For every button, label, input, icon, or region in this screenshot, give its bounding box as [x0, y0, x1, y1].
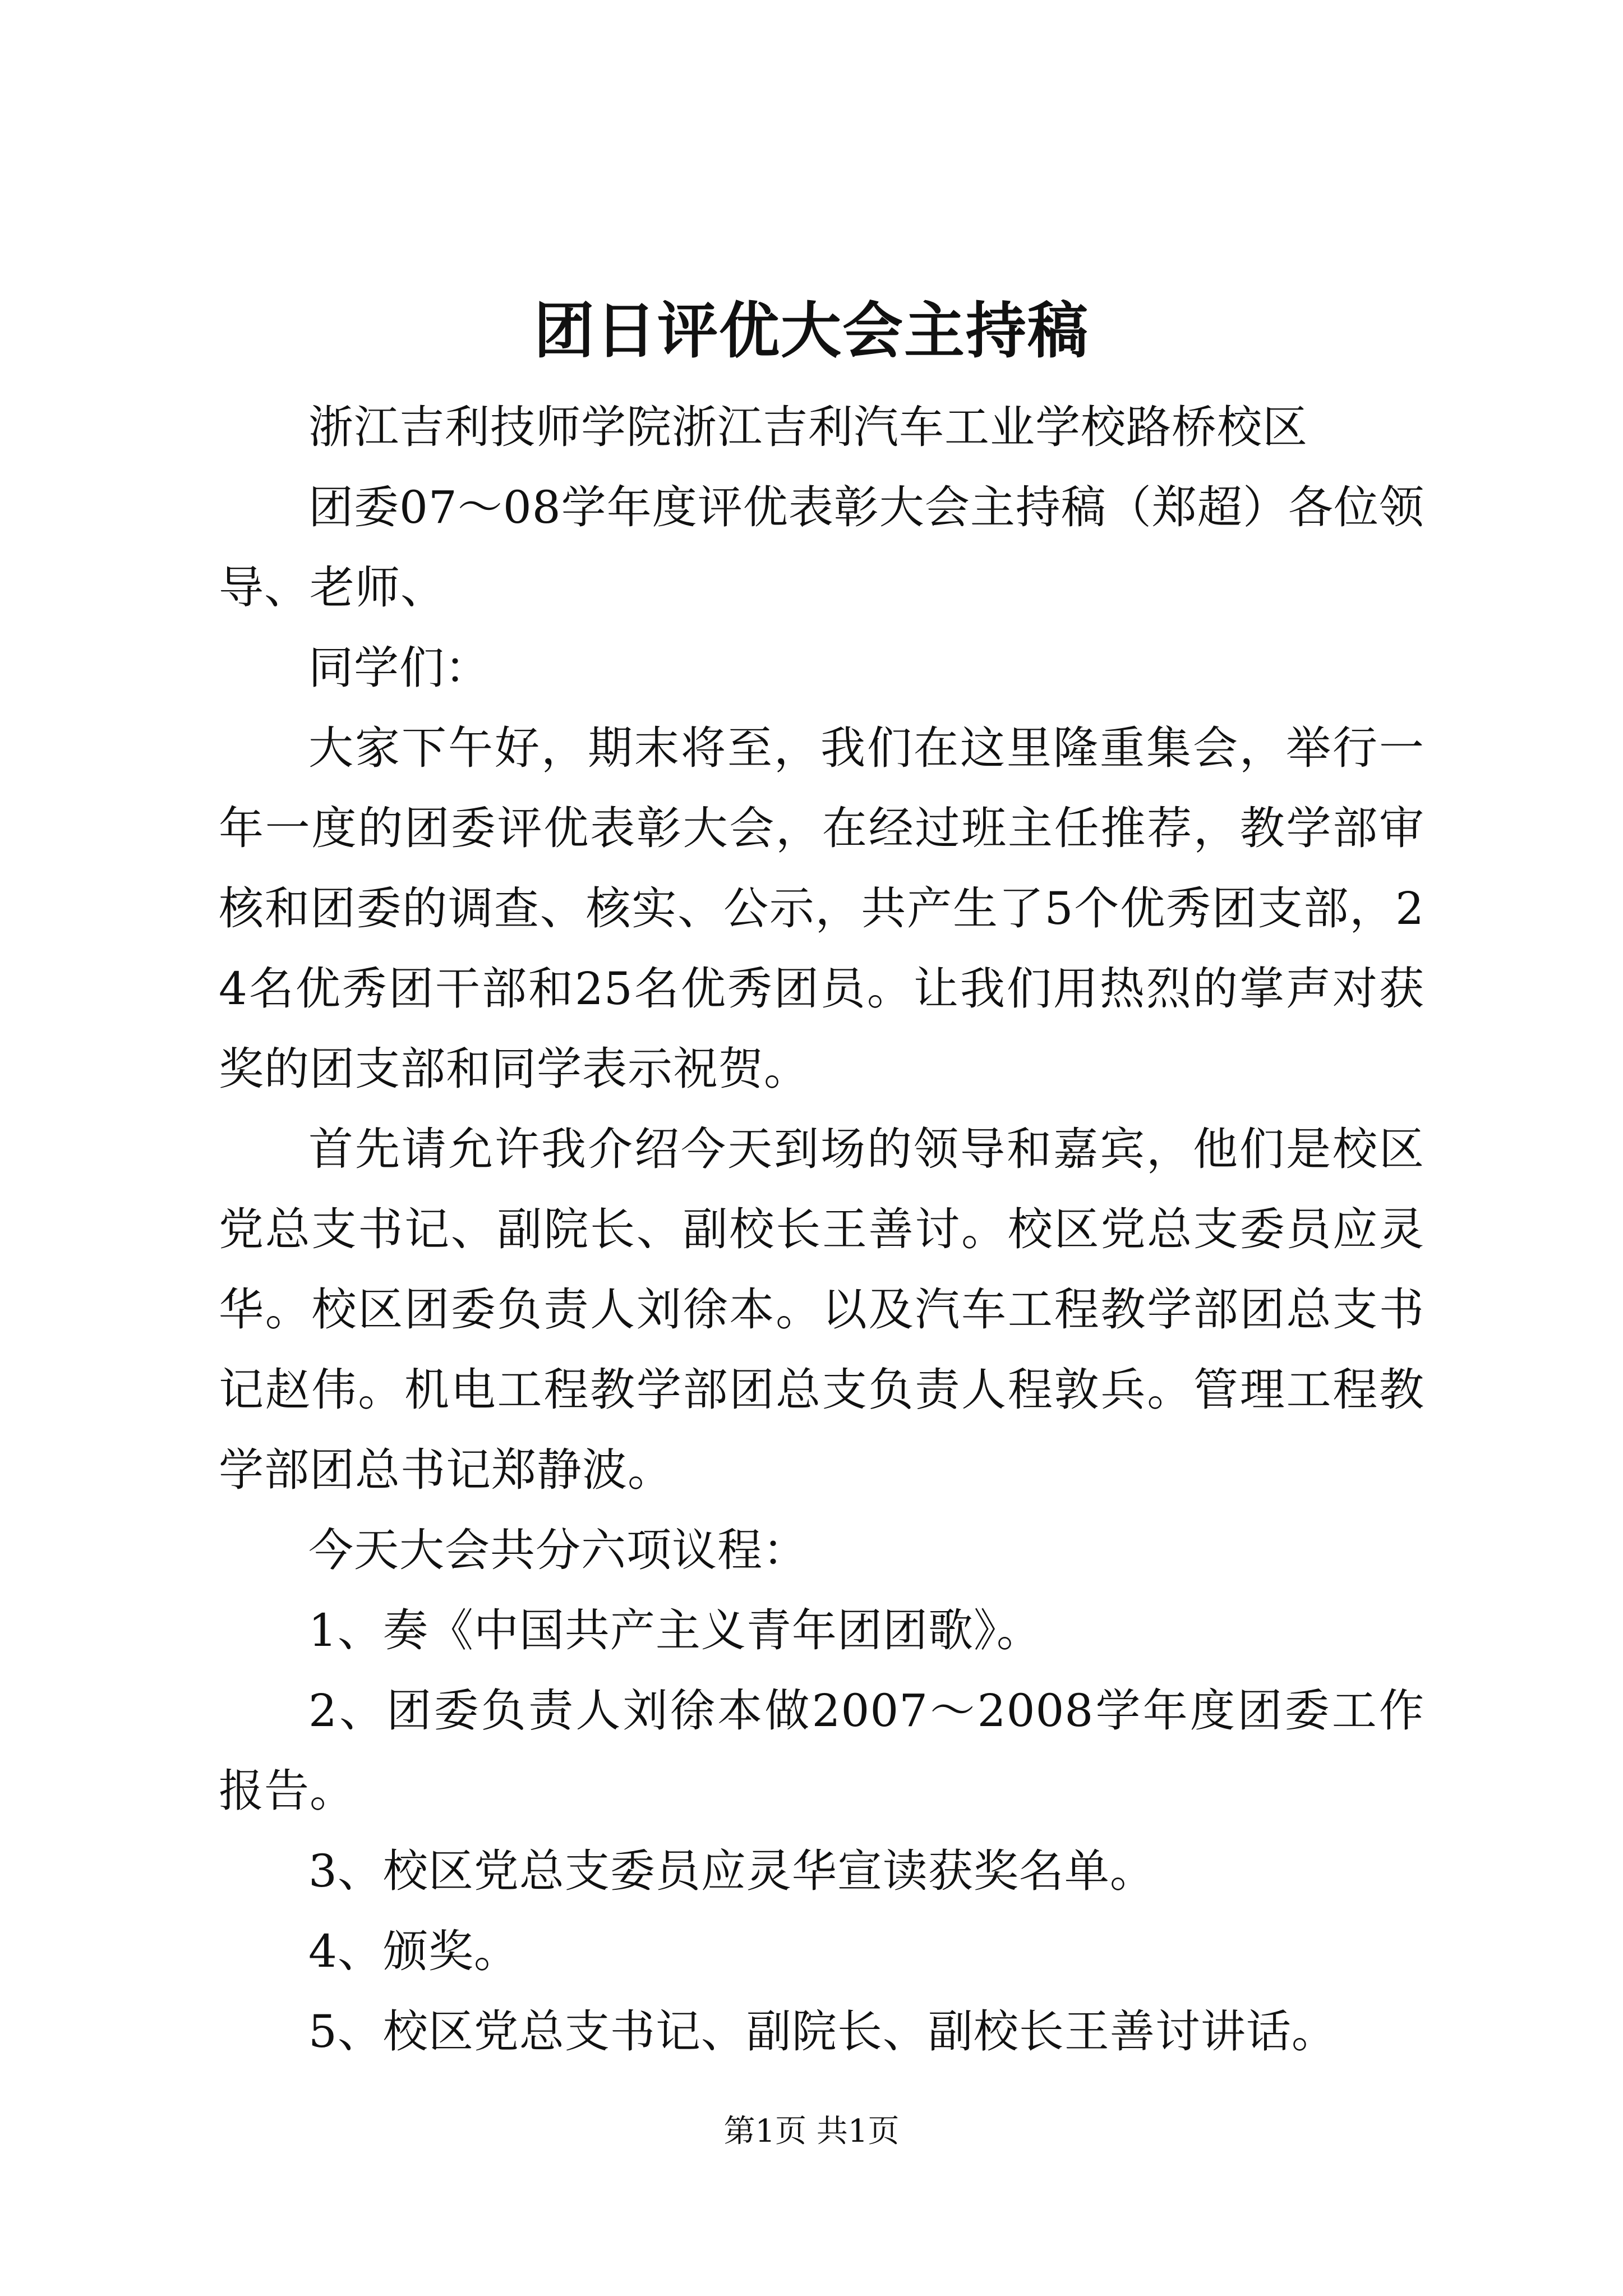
agenda-item-1: 1、奏《中国共产主义青年团团歌》。 — [308, 1604, 1042, 1657]
paragraph-meeting-title: 团委07～08学年度评优表彰大会主持稿（郑超）各位领导、老师、 — [219, 481, 1424, 614]
paragraph-greeting: 同学们： — [308, 642, 490, 694]
agenda-item-5: 5、校区党总支书记、副院长、副校长王善讨讲话。 — [308, 2005, 1337, 2058]
agenda-item-4: 4、颁奖。 — [308, 1925, 519, 1977]
paragraph-introduction: 大家下午好，期末将至，我们在这里隆重集会，举行一年一度的团委评优表彰大会，在经过班主任推荐，教学部审核和团委的调查、核实、公示，共产生了5个优秀团支部，24名优秀团干部和25名优秀团员。让我们用热烈的掌声对获奖的团支部和同学表示祝贺。 — [219, 722, 1424, 1095]
paragraph-school-name: 浙江吉利技师学院浙江吉利汽车工业学校路桥校区 — [308, 401, 1308, 453]
document-title: 团日评优大会主持稿 — [533, 296, 1089, 366]
paragraph-guests: 首先请允许我介绍今天到场的领导和嘉宾，他们是校区党总支书记、副院长、副校长王善讨。校区党总支委员应灵华。校区团委负责人刘徐本。以及汽车工程教学部团总支书记赵伟。机电工程教学部团总支负责人程敦兵。管理工程教学部团总书记郑静波。 — [219, 1123, 1424, 1496]
agenda-item-3: 3、校区党总支委员应灵华宣读获奖名单。 — [308, 1845, 1155, 1897]
document-body — [219, 387, 1424, 2072]
agenda-item-2: 2、团委负责人刘徐本做2007～2008学年度团委工作报告。 — [219, 1685, 1424, 1817]
page-footer: 第1页 共1页 — [723, 2113, 900, 2150]
paragraph-agenda-intro: 今天大会共分六项议程： — [308, 1524, 808, 1576]
